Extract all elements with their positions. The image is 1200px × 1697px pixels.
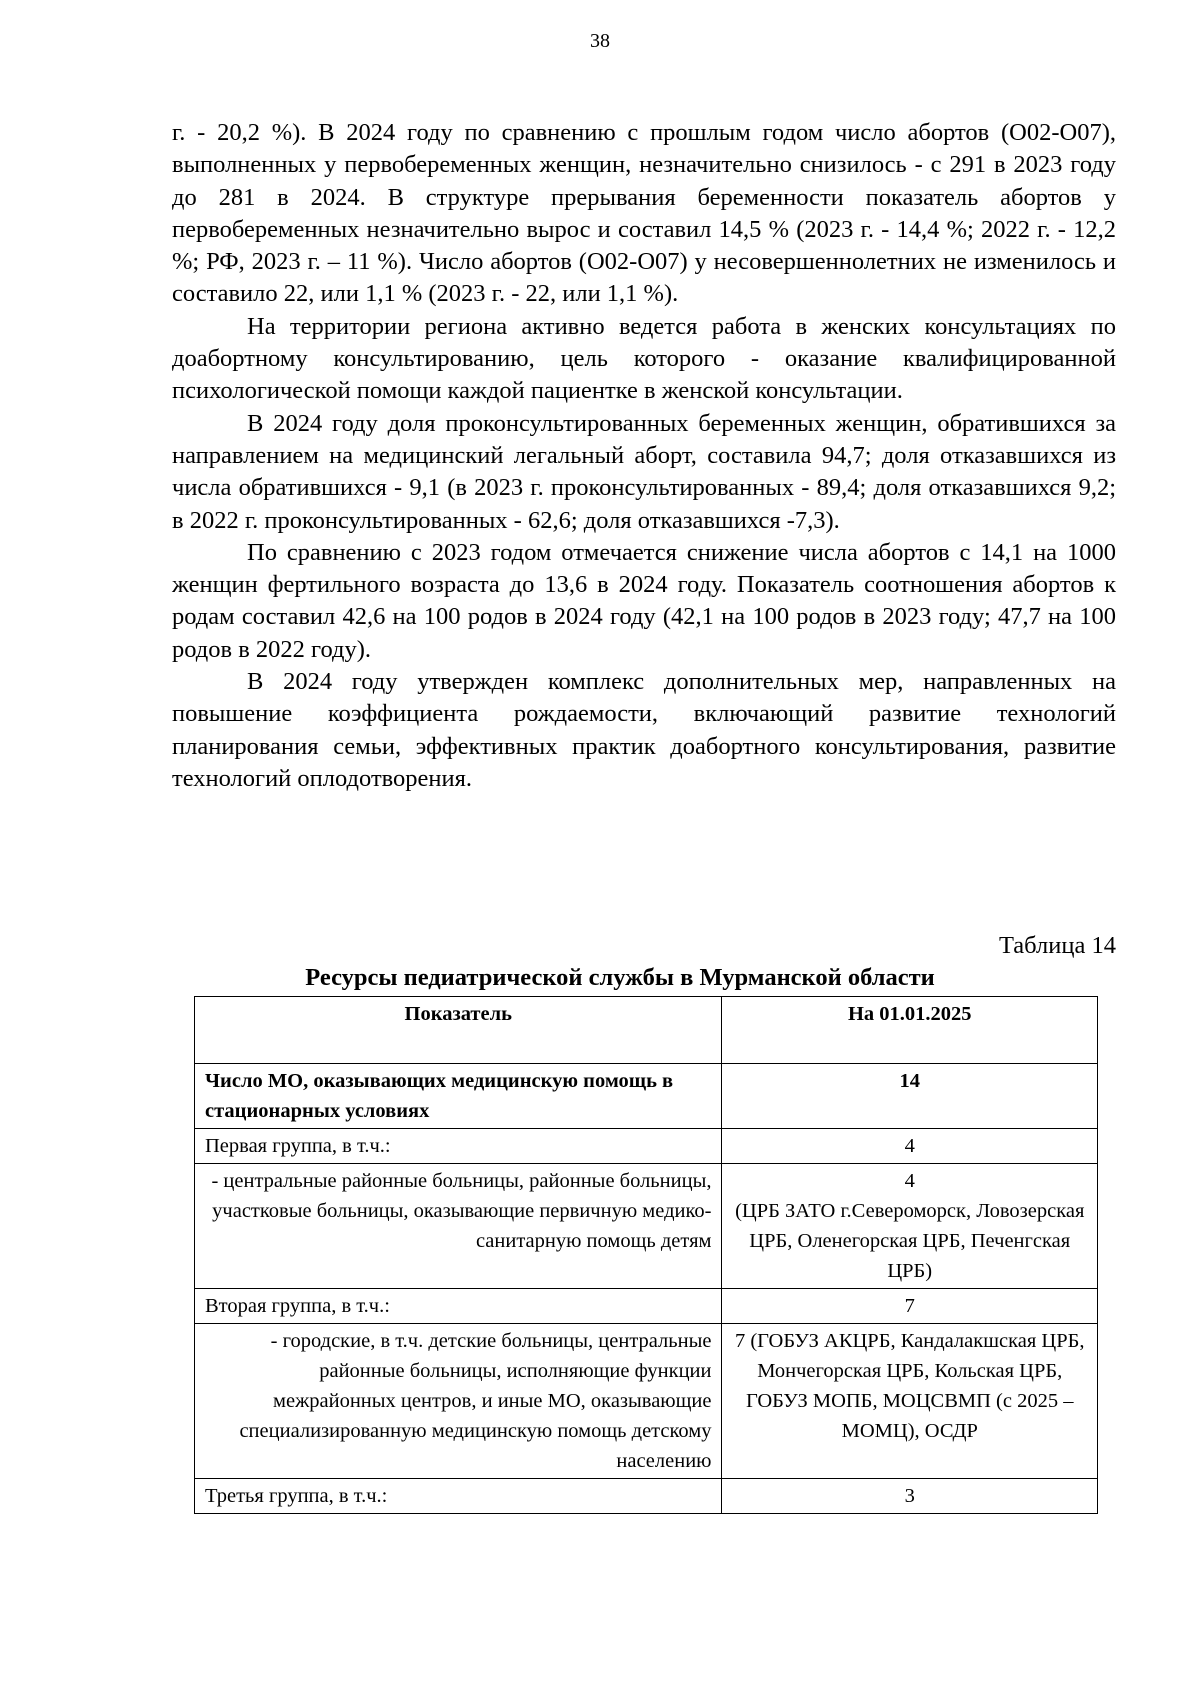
row-value: 7 <box>722 1289 1098 1324</box>
table-label: Таблица 14 <box>998 932 1116 959</box>
row-indicator: Число МО, оказывающих медицинскую помощь в стационарных условиях <box>195 1064 722 1129</box>
paragraph: По сравнению с 2023 годом отмечается снижение числа абортов с 14,1 на 1000 женщин фертильного возраста до 13,6 в 2024 году. Показатель соотношения абортов к родам составил 42,6 на 100 родов в 2024 году (42,1 на 100 родов в 2023 году; 47,7 на 100 родов в 2022 году). <box>172 538 1116 663</box>
row-value: 4 <box>722 1129 1098 1164</box>
paragraph: В 2024 году доля проконсультированных беременных женщин, обратившихся за направлением на медицинский легальный аборт, составила 94,7; доля отказавшихся из числа обратившихся - 9,1 (в 2023 г. проконсультированных - 89,4; доля отказавшихся 9,2; в 2022 г. проконсультированных - 62,6; доля отказавшихся -7,3). <box>172 409 1116 534</box>
paragraph: В 2024 году утвержден комплекс дополнительных мер, направленных на повышение коэффициента рождаемости, включающий развитие технологий планирования семьи, эффективных практик доабортного консультирования, развитие технологий оплодотворения. <box>172 668 1116 792</box>
row-indicator: - центральные районные больницы, районные больницы, участковые больницы, оказывающие первичную медико-санитарную помощь детям <box>195 1164 722 1289</box>
table-row <box>195 1324 1098 1479</box>
body-text <box>172 117 1116 795</box>
resources-table <box>194 996 1098 1514</box>
row-value: 3 <box>722 1479 1098 1514</box>
table-header-row <box>195 997 1098 1064</box>
row-indicator: Первая группа, в т.ч.: <box>195 1129 722 1164</box>
paragraph: На территории региона активно ведется работа в женских консультациях по доабортному консультированию, цель которого - оказание квалифицированной психологической помощи каждой пациентке в женской консультации. <box>172 312 1116 405</box>
row-indicator: - городские, в т.ч. детские больницы, центральные районные больницы, исполняющие функции межрайонных центров, и иные МО, оказывающие специализированную медицинскую помощь детскому населению <box>195 1324 722 1479</box>
paragraph: г. - 20,2 %). В 2024 году по сравнению с прошлым годом число абортов (О02-О07), выполненных у первобеременных женщин, незначительно снизилось - с 291 в 2023 году до 281 в 2024. В структуре прерывания беременности показатель абортов у первобеременных незначительно вырос и составил 14,5 % (2023 г. - 14,4 %; 2022 г. - 12,2 %; РФ, 2023 г. – 11 %). Число абортов (О02-О07) у несовершеннолетних не изменилось и составило 22, или 1,1 % (2023 г. - 22, или 1,1 %). <box>172 119 1116 308</box>
table-row <box>195 1064 1098 1129</box>
table-row <box>195 1479 1098 1514</box>
table-title: Ресурсы педиатрической службы в Мурманской области <box>305 964 935 991</box>
table-row <box>195 1129 1098 1164</box>
row-value: 4 (ЦРБ ЗАТО г.Североморск, Ловозерская ЦРБ, Оленегорская ЦРБ, Печенгская ЦРБ) <box>722 1164 1098 1289</box>
header-date: На 01.01.2025 <box>722 997 1098 1064</box>
table-row <box>195 1164 1098 1289</box>
row-value: 14 <box>722 1064 1098 1129</box>
row-value: 7 (ГОБУЗ АКЦРБ, Кандалакшская ЦРБ, Мончегорская ЦРБ, Кольская ЦРБ, ГОБУЗ МОПБ, МОЦСВМП (с 2025 – МОМЦ), ОСДР <box>722 1324 1098 1479</box>
header-indicator: Показатель <box>195 997 722 1064</box>
page-number: 38 <box>590 30 610 52</box>
table-row <box>195 1289 1098 1324</box>
row-indicator: Третья группа, в т.ч.: <box>195 1479 722 1514</box>
row-indicator: Вторая группа, в т.ч.: <box>195 1289 722 1324</box>
